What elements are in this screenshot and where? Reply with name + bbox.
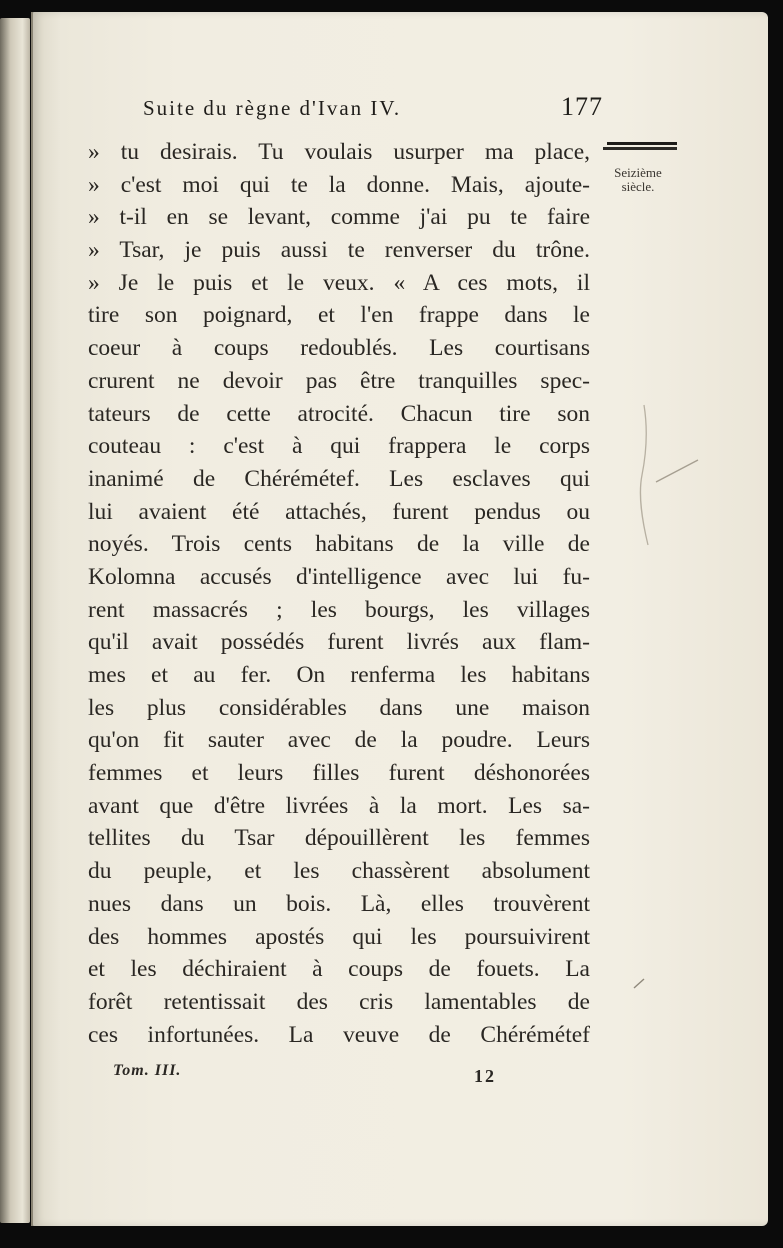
- previous-page-edge: [0, 18, 30, 1223]
- text-line: mes et au fer. On renferma les habitans: [88, 662, 590, 688]
- text-line: noyés. Trois cents habitans de la ville de: [88, 531, 590, 558]
- margin-rule: [603, 140, 677, 152]
- pencil-annotation: [636, 400, 706, 550]
- text-line: qu'il avait possédés furent livrés aux flam-: [88, 629, 590, 656]
- text-line: du peuple, et les chassèrent absolument: [88, 858, 590, 885]
- text-line: » tu desirais. Tu voulais usurper ma place,: [88, 139, 590, 165]
- margin-note: Seizième siècle.: [614, 165, 662, 194]
- text-line: femmes et leurs filles furent déshonorées: [88, 760, 590, 787]
- text-line: tateurs de cette atrocité. Chacun tire son: [88, 400, 590, 427]
- signature-number: 12: [474, 1066, 496, 1086]
- pencil-bracket: [640, 405, 648, 545]
- text-line: » Tsar, je puis aussi te renverser du trône.: [88, 237, 590, 264]
- text-line: qu'on fit sauter avec de la poudre. Leurs: [88, 727, 590, 754]
- text-line: et les déchiraient à coups de fouets. La: [88, 956, 590, 983]
- body-text: [88, 136, 590, 1051]
- text-line: des hommes apostés qui les poursuivirent: [88, 923, 590, 950]
- text-line: lui avaient été attachés, furent pendus ou: [88, 498, 590, 525]
- pencil-tick: [632, 976, 652, 992]
- text-line: tire son poignard, et l'en frappe dans le: [88, 302, 590, 329]
- rule-line-bottom: [603, 147, 677, 150]
- signature-volume: Tom. III.: [113, 1062, 182, 1079]
- pencil-stroke: [656, 460, 698, 482]
- text-line: tellites du Tsar dépouillèrent les femmes: [88, 825, 590, 852]
- text-line: les plus considérables dans une maison: [88, 694, 590, 721]
- text-line: » t-il en se levant, comme j'ai pu te faire: [88, 204, 590, 231]
- page-number: 177: [561, 92, 603, 121]
- running-header: [143, 92, 603, 122]
- gutter-shadow: [31, 12, 33, 1226]
- text-line: » c'est moi qui te la donne. Mais, ajoute-: [88, 171, 590, 198]
- text-line: inanimé de Chérémétef. Les esclaves qui: [88, 465, 590, 492]
- text-line: forêt retentissait des cris lamentables de: [88, 988, 590, 1015]
- text-line: » Je le puis et le veux. « A ces mots, il: [88, 269, 590, 296]
- text-line: Kolomna accusés d'intelligence avec lui fu-: [88, 563, 590, 590]
- text-line: avant que d'être livrées à la mort. Les sa-: [88, 792, 590, 819]
- text-line: coeur à coups redoublés. Les courtisans: [88, 335, 590, 362]
- rule-line-top: [607, 142, 677, 145]
- text-line: ces infortunées. La veuve de Chérémétef: [88, 1021, 590, 1048]
- text-line: couteau : c'est à qui frappera le corps: [88, 433, 590, 460]
- running-title: Suite du règne d'Ivan IV.: [143, 96, 402, 120]
- text-line: rent massacrés ; les bourgs, les villages: [88, 596, 590, 623]
- text-line: nues dans un bois. Là, elles trouvèrent: [88, 890, 590, 917]
- text-line: crurent ne devoir pas être tranquilles spec-: [88, 367, 590, 394]
